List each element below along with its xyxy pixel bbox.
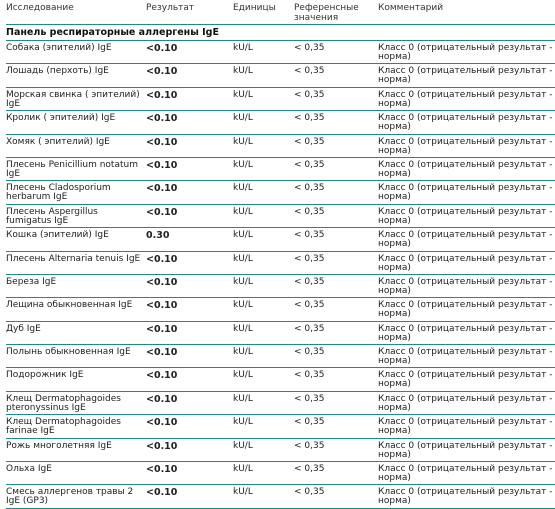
cell-comment: Класс 0 (отрицательный результат - норма) bbox=[378, 487, 553, 507]
cell-reference: < 0,35 bbox=[294, 253, 325, 264]
cell-reference: < 0,35 bbox=[294, 300, 325, 311]
cell-result: <0.10 bbox=[146, 487, 178, 499]
cell-result: <0.10 bbox=[146, 347, 178, 359]
cell-reference: < 0,35 bbox=[294, 323, 325, 334]
table-row bbox=[6, 252, 555, 275]
cell-comment: Класс 0 (отрицательный результат - норма) bbox=[378, 440, 553, 460]
cell-result: <0.10 bbox=[146, 206, 178, 218]
cell-test-name: Клещ Dermatophagoides pteronyssinus IgE bbox=[6, 393, 121, 413]
cell-test-name: Плесень Penicillium notatum IgE bbox=[6, 159, 138, 179]
section-title: Панель респираторные аллергены IgE bbox=[6, 25, 555, 41]
cell-test-name: Плесень Cladosporium herbarum IgE bbox=[6, 183, 111, 203]
cell-units: kU/L bbox=[233, 89, 253, 100]
table-row bbox=[6, 462, 555, 485]
cell-reference: < 0,35 bbox=[294, 393, 325, 404]
cell-units: kU/L bbox=[233, 370, 253, 381]
cell-test-name: Рожь многолетняя IgE bbox=[6, 440, 112, 451]
cell-comment: Класс 0 (отрицательный результат - норма) bbox=[378, 393, 553, 413]
cell-units: kU/L bbox=[233, 230, 253, 241]
cell-units: kU/L bbox=[233, 113, 253, 124]
table-row bbox=[6, 298, 555, 321]
cell-result: <0.10 bbox=[146, 183, 178, 195]
cell-test-name: Береза IgE bbox=[6, 276, 57, 287]
cell-comment: Класс 0 (отрицательный результат - норма) bbox=[378, 323, 553, 343]
cell-units: kU/L bbox=[233, 323, 253, 334]
cell-comment: Класс 0 (отрицательный результат - норма) bbox=[378, 159, 553, 179]
cell-reference: < 0,35 bbox=[294, 464, 325, 475]
cell-reference: < 0,35 bbox=[294, 113, 325, 124]
header-result: Результат bbox=[146, 3, 195, 13]
cell-comment: Класс 0 (отрицательный результат - норма) bbox=[378, 230, 553, 250]
table-row bbox=[6, 64, 555, 87]
cell-comment: Класс 0 (отрицательный результат - норма) bbox=[378, 183, 553, 203]
cell-reference: < 0,35 bbox=[294, 370, 325, 381]
cell-result: <0.10 bbox=[146, 159, 178, 171]
cell-test-name: Плесень Alternaria tenuis IgE bbox=[6, 253, 141, 264]
results-document bbox=[6, 0, 555, 509]
cell-result: <0.10 bbox=[146, 276, 178, 288]
cell-comment: Класс 0 (отрицательный результат - норма) bbox=[378, 136, 553, 156]
cell-reference: < 0,35 bbox=[294, 417, 325, 428]
table-row bbox=[6, 158, 555, 181]
cell-result: <0.10 bbox=[146, 323, 178, 335]
cell-units: kU/L bbox=[233, 66, 253, 77]
cell-reference: < 0,35 bbox=[294, 183, 325, 194]
cell-test-name: Кролик ( эпителий) IgE bbox=[6, 113, 116, 124]
cell-units: kU/L bbox=[233, 253, 253, 264]
cell-test-name: Морская свинка ( эпителий) IgE bbox=[6, 89, 140, 109]
cell-units: kU/L bbox=[233, 276, 253, 287]
cell-reference: < 0,35 bbox=[294, 206, 325, 217]
cell-comment: Класс 0 (отрицательный результат - норма) bbox=[378, 347, 553, 367]
cell-result: <0.10 bbox=[146, 393, 178, 405]
cell-units: kU/L bbox=[233, 464, 253, 475]
table-header bbox=[6, 0, 555, 25]
header-units: Единицы bbox=[233, 3, 276, 13]
cell-units: kU/L bbox=[233, 159, 253, 170]
cell-test-name: Клещ Dermatophagoides farinae IgE bbox=[6, 417, 121, 437]
cell-result: <0.10 bbox=[146, 464, 178, 476]
cell-result: <0.10 bbox=[146, 136, 178, 148]
cell-result: <0.10 bbox=[146, 417, 178, 429]
cell-reference: < 0,35 bbox=[294, 136, 325, 147]
cell-comment: Класс 0 (отрицательный результат - норма) bbox=[378, 276, 553, 296]
cell-result: <0.10 bbox=[146, 89, 178, 101]
cell-comment: Класс 0 (отрицательный результат - норма) bbox=[378, 206, 553, 226]
cell-units: kU/L bbox=[233, 206, 253, 217]
table-row bbox=[6, 135, 555, 158]
cell-comment: Класс 0 (отрицательный результат - норма) bbox=[378, 300, 553, 320]
cell-comment: Класс 0 (отрицательный результат - норма) bbox=[378, 113, 553, 133]
cell-result: <0.10 bbox=[146, 300, 178, 312]
cell-result: 0.30 bbox=[146, 230, 170, 242]
cell-test-name: Полынь обыкновенная IgE bbox=[6, 347, 131, 358]
table-row bbox=[6, 368, 555, 391]
cell-units: kU/L bbox=[233, 136, 253, 147]
table-row bbox=[6, 485, 555, 508]
table-row bbox=[6, 275, 555, 298]
cell-test-name: Собака (эпителий) IgE bbox=[6, 43, 112, 53]
cell-result: <0.10 bbox=[146, 113, 178, 125]
table-row bbox=[6, 415, 555, 438]
cell-reference: < 0,35 bbox=[294, 276, 325, 287]
cell-reference: < 0,35 bbox=[294, 440, 325, 451]
results-table-body bbox=[6, 41, 555, 509]
cell-test-name: Лошадь (перхоть) IgE bbox=[6, 66, 109, 77]
table-row bbox=[6, 228, 555, 251]
cell-reference: < 0,35 bbox=[294, 159, 325, 170]
table-row bbox=[6, 345, 555, 368]
cell-test-name: Смесь аллергенов травы 2 IgE (GP3) bbox=[6, 487, 134, 507]
table-row bbox=[6, 205, 555, 228]
cell-units: kU/L bbox=[233, 487, 253, 498]
cell-comment: Класс 0 (отрицательный результат - норма) bbox=[378, 89, 553, 109]
header-test: Исследование bbox=[6, 3, 74, 13]
cell-reference: < 0,35 bbox=[294, 43, 325, 53]
cell-reference: < 0,35 bbox=[294, 66, 325, 77]
cell-test-name: Кошка (эпителий) IgE bbox=[6, 230, 109, 241]
cell-units: kU/L bbox=[233, 300, 253, 311]
header-comment: Комментарий bbox=[378, 3, 444, 13]
cell-result: <0.10 bbox=[146, 43, 178, 54]
cell-comment: Класс 0 (отрицательный результат - норма) bbox=[378, 417, 553, 437]
header-reference: Референсные значения bbox=[294, 3, 359, 23]
cell-test-name: Хомяк ( эпителий) IgE bbox=[6, 136, 110, 147]
table-row bbox=[6, 111, 555, 134]
cell-reference: < 0,35 bbox=[294, 89, 325, 100]
cell-test-name: Плесень Aspergillus fumigatus IgE bbox=[6, 206, 98, 226]
cell-units: kU/L bbox=[233, 347, 253, 358]
cell-test-name: Лещина обыкновенная IgE bbox=[6, 300, 133, 311]
cell-units: kU/L bbox=[233, 440, 253, 451]
cell-comment: Класс 0 (отрицательный результат - норма) bbox=[378, 464, 553, 484]
cell-result: <0.10 bbox=[146, 66, 178, 78]
cell-units: kU/L bbox=[233, 183, 253, 194]
table-row bbox=[6, 88, 555, 111]
table-row bbox=[6, 41, 555, 64]
table-row bbox=[6, 392, 555, 415]
cell-test-name: Дуб IgE bbox=[6, 323, 41, 334]
cell-result: <0.10 bbox=[146, 253, 178, 265]
cell-test-name: Подорожник IgE bbox=[6, 370, 84, 381]
cell-result: <0.10 bbox=[146, 440, 178, 452]
cell-comment: Класс 0 (отрицательный результат - норма) bbox=[378, 253, 553, 273]
cell-comment: Класс 0 (отрицательный результат - норма) bbox=[378, 66, 553, 86]
table-row bbox=[6, 439, 555, 462]
table-row bbox=[6, 181, 555, 204]
cell-result: <0.10 bbox=[146, 370, 178, 382]
cell-reference: < 0,35 bbox=[294, 230, 325, 241]
cell-units: kU/L bbox=[233, 393, 253, 404]
cell-units: kU/L bbox=[233, 417, 253, 428]
cell-test-name: Ольха IgE bbox=[6, 464, 52, 475]
cell-units: kU/L bbox=[233, 43, 253, 53]
cell-reference: < 0,35 bbox=[294, 487, 325, 498]
cell-comment: Класс 0 (отрицательный результат - норма) bbox=[378, 370, 553, 390]
cell-comment: Класс 0 (отрицательный результат - норма) bbox=[378, 43, 553, 62]
table-row bbox=[6, 322, 555, 345]
cell-reference: < 0,35 bbox=[294, 347, 325, 358]
